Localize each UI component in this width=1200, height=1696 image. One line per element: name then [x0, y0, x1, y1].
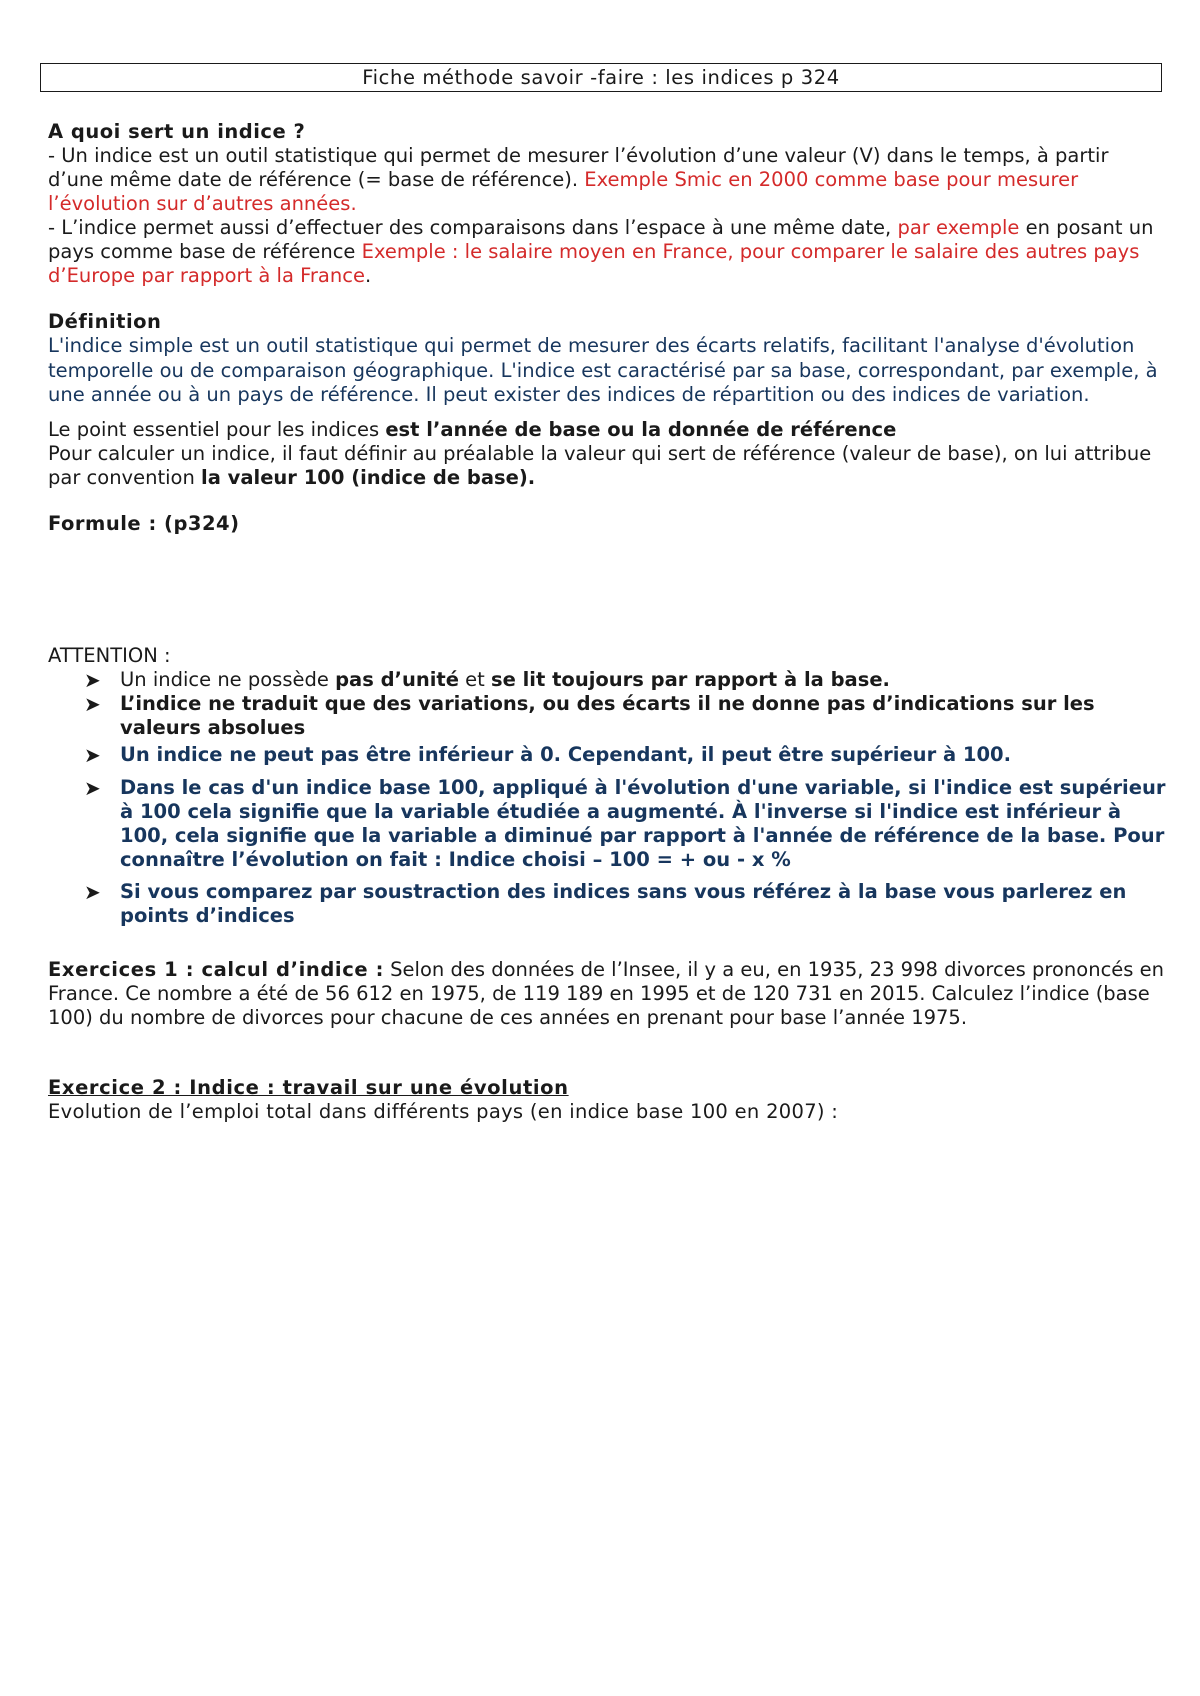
document-body [48, 120, 1168, 1124]
attention-item-base100 [72, 776, 1168, 872]
attention-item1-a: Un indice ne possède [120, 667, 336, 691]
purpose-space-end: . [364, 264, 372, 287]
exercise1-paragraph [48, 958, 1168, 1030]
exercise1-heading: Exercices 1 : calcul d’indice : [48, 957, 384, 981]
purpose-space-example: Exemple : le salaire moyen en France, pour comparer le salaire des autres pays d’Europe par rapport à la France [48, 240, 1140, 287]
purpose-time-example: Exemple Smic en 2000 comme base pour mesurer l’évolution sur d’autres années. [48, 168, 1079, 215]
exercise1-text: Selon des données de l’Insee, il y a eu, en 1935, 23 998 divorces prononcés en France. Ce nombre a été de 56 612 en 1975, de 119 189 en 1995 et de 120 731 en 2015. Calculez l’indice (base 100) du nombre de divorces pour chacune de ces années en prenant pour base l’année 1975. [48, 957, 1165, 1029]
purpose-space-text2: en posant un pays comme base de référence [48, 216, 1154, 263]
arrowhead-bullet-icon: ➤ [84, 775, 101, 800]
exercise2-text: Evolution de l’emploi total dans différents pays (en indice base 100 en 2007) : [48, 1099, 839, 1123]
section-heading-purpose: A quoi sert un indice ? [48, 120, 306, 143]
arrowhead-bullet-icon: ➤ [84, 667, 101, 692]
attention-item5-text: Si vous comparez par soustraction des indices sans vous référez à la base vous parlerez en points d’indices [120, 879, 1127, 927]
attention-item2-text: L’indice ne traduit que des variations, ou des écarts il ne donne pas d’indications sur les valeurs absolues [120, 691, 1095, 739]
attention-item4-text: Dans le cas d'un indice base 100, appliqué à l'évolution d'une variable, si l'indice est supérieur à 100 cela signifie que la variable étudiée a augmenté. À l'inverse si l'indice est inférieur à 100, cela signifie que la variable a diminué par rapport à l'année de référence de la base. Pour connaître l’évolution on fait : Indice choisi – 100 = + ou - x % [120, 775, 1166, 871]
attention-item-unit [72, 668, 1168, 692]
attention-item3-text: Un indice ne peut pas être inférieur à 0. Cependant, il peut être supérieur à 100. [120, 742, 1012, 766]
arrowhead-bullet-icon: ➤ [84, 691, 101, 716]
calculate-bold: la valeur 100 (indice de base). [201, 465, 536, 489]
attention-item1-d: se lit toujours par rapport à la base. [491, 667, 890, 691]
essential-bold1: est l’année de base ou la donnée de référence [385, 417, 897, 441]
paragraph-calculate [48, 442, 1168, 490]
paragraph-purpose-time [48, 144, 1168, 216]
exercise2-heading: Exercice 2 : Indice : travail sur une évolution [48, 1075, 569, 1099]
attention-item-points [72, 880, 1168, 928]
purpose-space-text: - L’indice permet aussi d’effectuer des comparaisons dans l’espace à une même date, [48, 216, 898, 239]
purpose-time-text: - Un indice est un outil statistique qui permet de mesurer l’évolution d’une valeur (V) dans le temps, à partir d’une même date de référence (= base de référence). [48, 144, 1109, 191]
attention-label: ATTENTION : [48, 643, 171, 667]
attention-item1-b: pas d’unité [335, 667, 459, 691]
page-title: Fiche méthode savoir -faire : les indices p 324 [40, 63, 1162, 92]
arrowhead-bullet-icon: ➤ [84, 742, 101, 767]
essential-text1: Le point essentiel pour les indices [48, 417, 386, 441]
attention-item-variations [72, 692, 1168, 740]
attention-list [48, 668, 1168, 928]
paragraph-essential [48, 418, 1168, 442]
definition-text: L'indice simple est un outil statistique qui permet de mesurer des écarts relatifs, facilitant l'analyse d'évolution temporelle ou de comparaison géographique. L'indice est caractérisé par sa base, correspondant, par exemple, à une année ou à un pays de référence. Il peut exister des indices de répartition ou des indices de variation. [48, 334, 1158, 406]
attention-item-minimum [72, 743, 1168, 767]
formula-heading: Formule : (p324) [48, 511, 240, 535]
arrowhead-bullet-icon: ➤ [84, 879, 101, 904]
paragraph-purpose-space [48, 216, 1168, 288]
section-heading-definition: Définition [48, 310, 162, 333]
purpose-space-red1: par exemple [897, 216, 1020, 239]
attention-item1-c: et [458, 667, 491, 691]
calculate-text: Pour calculer un indice, il faut définir au préalable la valeur qui sert de référence (valeur de base), on lui attribue par convention [48, 441, 1152, 489]
